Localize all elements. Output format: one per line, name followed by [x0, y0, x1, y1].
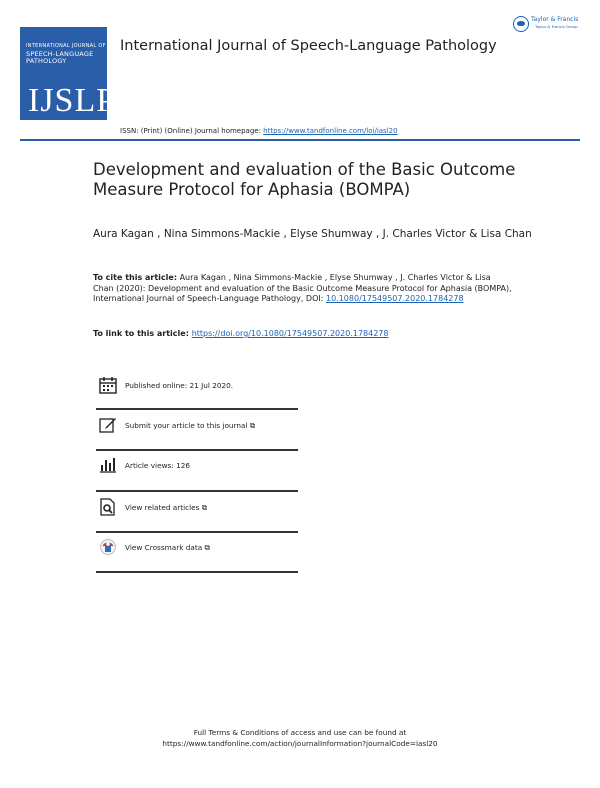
divider [96, 490, 298, 492]
divider [96, 408, 298, 410]
publisher-logo-icon [513, 16, 529, 32]
published-item [97, 372, 297, 408]
citation [93, 273, 513, 305]
calendar-icon [99, 376, 117, 394]
submit-label: Submit your article to this journal [125, 421, 248, 430]
article-doi-link[interactable]: https://doi.org/10.1080/17549507.2020.1784278 [191, 329, 389, 338]
publisher-sub: Taylor & Francis Group [535, 24, 578, 29]
cover-line2: SPEECH-LANGUAGE [26, 49, 94, 58]
crossmark-link[interactable] [97, 534, 297, 570]
header-divider [20, 139, 580, 141]
publisher-name: Taylor & Francis [531, 16, 579, 23]
article-title: Development and evaluation of the Basic Outcome Measure Protocol for Aphasia (BOMPA) [93, 160, 516, 199]
article-views-item [97, 452, 297, 488]
related-label: View related articles [125, 503, 200, 512]
cite-text: Aura Kagan , Nina Simmons-Mackie , Elyse Shumway , J. Charles Victor & Lisa Chan (2020): Development and evaluation of the Basic Outcome Measure Protocol for Aphasia (BOMPA), International Journal of Speech-Language Pathology, DOI: [93, 273, 512, 303]
divider [96, 571, 298, 573]
issn-label: ISSN: (Print) (Online) Journal homepage: [120, 127, 264, 135]
divider [96, 449, 298, 451]
cite-label: To cite this article: [93, 273, 178, 282]
edit-icon [99, 416, 117, 434]
external-link-icon: ⧉ [249, 421, 256, 430]
submit-article-link[interactable] [97, 412, 297, 448]
search-document-icon [99, 498, 117, 516]
article-authors: Aura Kagan , Nina Simmons-Mackie , Elyse Shumway , J. Charles Victor & Lisa Chan [93, 228, 532, 240]
journal-homepage-link[interactable]: https://www.tandfonline.com/loi/iasl20 [263, 127, 398, 135]
external-link-icon: ⧉ [201, 503, 208, 512]
article-views: Article views: 126 [125, 461, 191, 470]
cite-doi-link[interactable]: 10.1080/17549507.2020.1784278 [325, 294, 464, 303]
published-date: Published online: 21 Jul 2020. [125, 381, 234, 390]
issn-line [120, 127, 398, 135]
divider [96, 531, 298, 533]
crossmark-label: View Crossmark data [125, 543, 203, 552]
cover-line1: INTERNATIONAL JOURNAL OF [26, 43, 106, 49]
footer-terms-link[interactable]: https://www.tandfonline.com/action/journalInformation?journalCode=iasl20 [162, 739, 438, 748]
related-articles-link[interactable] [97, 494, 297, 530]
cover-logo: IJSLP [28, 82, 117, 119]
bar-chart-icon [99, 456, 117, 474]
cover-line3: PATHOLOGY [26, 57, 67, 65]
crossmark-icon [99, 538, 117, 556]
publisher-logo [513, 16, 583, 36]
link-label: To link to this article: [93, 329, 192, 338]
article-link-line [93, 329, 389, 338]
external-link-icon: ⧉ [204, 543, 210, 552]
journal-title: International Journal of Speech-Language Pathology [120, 38, 497, 54]
cover-title [26, 43, 106, 66]
footer-line1: Full Terms & Conditions of access and use can be found at [193, 728, 407, 737]
